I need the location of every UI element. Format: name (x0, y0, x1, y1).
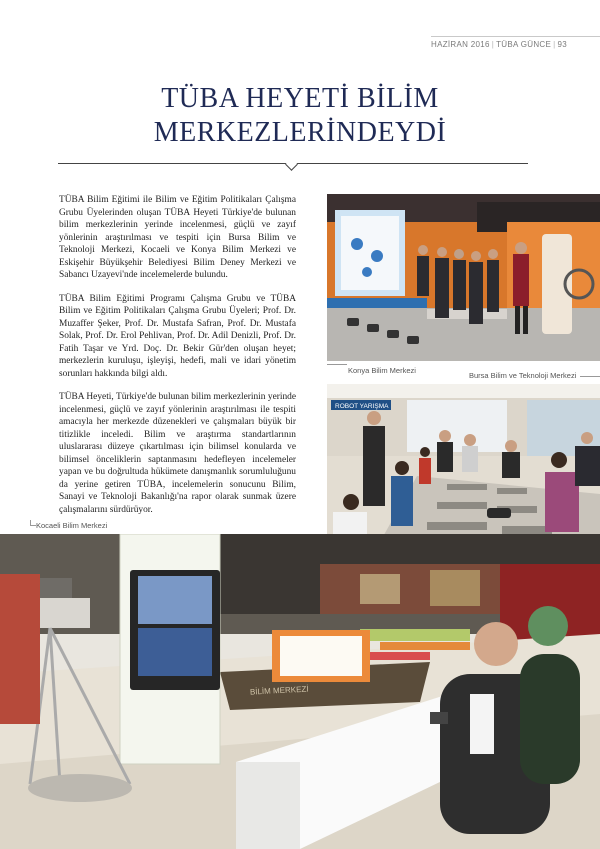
photo-konya-science-center (327, 194, 600, 361)
caption-kocaeli-rule (30, 525, 36, 526)
photo-kocaeli-science-center (0, 534, 600, 849)
header-publication: TÜBA GÜNCE (496, 40, 552, 49)
bursa-banner-text: ROBOT YARIŞMA (335, 403, 389, 410)
caption-konya-rule (327, 364, 347, 365)
header-rule (431, 36, 600, 37)
title-line-2: MERKEZLERİNDEYDİ (153, 117, 447, 148)
body-paragraph-3: TÜBA Heyeti, Türkiye'de bulunan bilim merkezlerinin yerinde incelenmesi, güçlü ve zayıf yönlerinin araştırılması ile tespiti amacıyla her merkezde düzenekleri ve çalışmaları büyük bir titizlikle inceledi. Bilim ve araştırma standartlarının uluslararası düzeye çıkartılması için bilimsel konularda ve bilimsel önceliklerin saptanmasını hedefleyen incelemeler yapan ve bu doğrultuda hükümete danışmanlık sorumluluğunu da yerine getiren TÜBA, incelemelerin sonucunu Bilim, Sanayi ve Teknoloji Bakanlığı'na rapor olarak sunmak üzere çalışmalarını sürdürüyor. (59, 392, 296, 515)
floor-logo-text: BİLİM MERKEZİ (249, 684, 309, 697)
page-header (431, 40, 567, 49)
kocaeli-photo-illustration (0, 534, 600, 849)
title-line-1: TÜBA HEYETİ BİLİM (161, 83, 439, 114)
title-underline-notch (285, 158, 298, 171)
body-paragraph-2: TÜBA Bilim Eğitimi Programı Çalışma Grubu ve TÜBA Bilim ve Eğitim Politikaları Çalışma Grubu Üyeleri; Prof. Dr. Muzaffer Şeker, Prof. Dr. Mustafa Safran, Prof. Dr. Mustafa Solak, Prof. Dr. Erol Pehlivan, Prof. Dr. Adil Denizli, Prof. Dr. Fatih Taşar ve Yrd. Doç. Dr. Bekir Gür'den oluşan heyet; merkezlerin kuruluşu, işleyişi, hedefi, mali ve idari yönetim sorunları hakkında bilgi aldı. (59, 293, 296, 379)
body-paragraph-1: TÜBA Bilim Eğitimi ile Bilim ve Eğitim Politikaları Çalışma Grubu Üyelerinden oluşan TÜBA Heyeti Türkiye'de bulunan bilim merkezlerinin yerinde incelenmesi, güçlü ve zayıf yönlerinin araştırılması ve tespiti için Bursa Bilim ve Teknoloji Merkezi, Kocaeli ve Konya Bilim Merkezi ve Eskişehir Büyükşehir Belediyesi Bilim Deney Merkezi ve Sabancı Uzayevi'nde incelemelerde bulundu. (59, 195, 296, 280)
header-date: HAZİRAN 2016 (431, 40, 490, 49)
header-separator: | (491, 40, 495, 49)
page-number: 93 (557, 40, 568, 49)
caption-bursa-rule (580, 376, 600, 377)
caption-kocaeli: Kocaeli Bilim Merkezi (36, 521, 108, 530)
article-body (59, 194, 296, 527)
caption-konya: Konya Bilim Merkezi (348, 366, 416, 375)
header-separator: | (553, 40, 556, 49)
caption-bursa: Bursa Bilim ve Teknoloji Merkezi (469, 371, 577, 380)
konya-photo-illustration (327, 194, 600, 361)
article-title (60, 82, 540, 150)
